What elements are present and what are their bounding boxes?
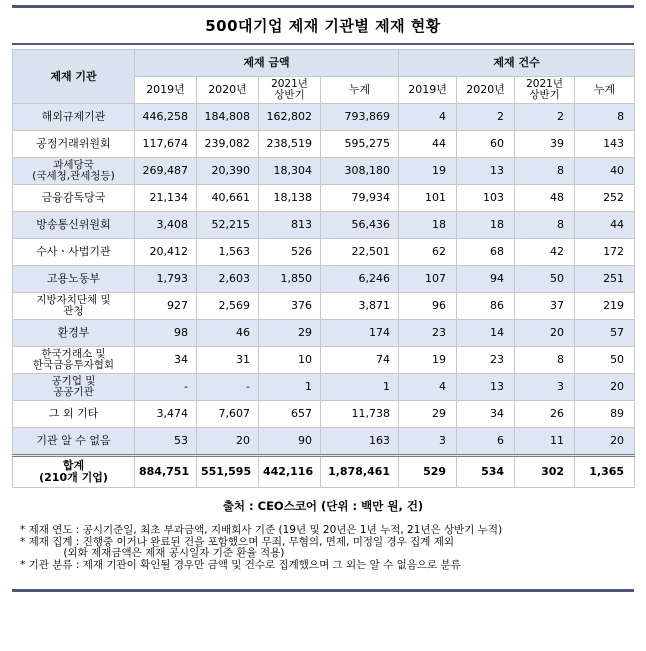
- count-cell: 8: [515, 158, 575, 185]
- count-cell: 252: [575, 185, 635, 212]
- count-cell: 20: [575, 374, 635, 401]
- amount-cell: 10: [259, 347, 321, 374]
- count-cell: 6: [457, 428, 515, 456]
- amount-cell: 18,304: [259, 158, 321, 185]
- count-cell: 44: [575, 212, 635, 239]
- agency-name: 공정거래위원회: [13, 131, 135, 158]
- source-line: 출처 : CEO스코어 (단위 : 백만 원, 건): [222, 499, 424, 513]
- amount-cell: 269,487: [135, 158, 197, 185]
- count-cell: 20: [515, 320, 575, 347]
- amount-cell: 446,258: [135, 104, 197, 131]
- table-row: [13, 104, 635, 131]
- count-cell: 48: [515, 185, 575, 212]
- amount-cell: 3,408: [135, 212, 197, 239]
- count-cell: 14: [457, 320, 515, 347]
- count-cell: 101: [399, 185, 457, 212]
- amount-cell: 21,134: [135, 185, 197, 212]
- count-cell: 219: [575, 293, 635, 320]
- total-count-cell: 302: [515, 456, 575, 488]
- header-amount-group: 제재 금액: [135, 50, 399, 77]
- amount-cell: 184,808: [197, 104, 259, 131]
- amount-cell: 11,738: [321, 401, 399, 428]
- amount-cell: -: [135, 374, 197, 401]
- amount-cell: 595,275: [321, 131, 399, 158]
- total-amount-cell: 884,751: [135, 456, 197, 488]
- count-cell: 57: [575, 320, 635, 347]
- count-cell: 3: [399, 428, 457, 456]
- amount-cell: 40,661: [197, 185, 259, 212]
- count-cell: 143: [575, 131, 635, 158]
- footnote-line: (외화 제재금액은 제재 공시일자 기준 환율 적용): [20, 547, 285, 559]
- footnotes: [20, 525, 630, 571]
- table-row: [13, 185, 635, 212]
- amount-cell: 20: [197, 428, 259, 456]
- amount-cell: 6,246: [321, 266, 399, 293]
- count-cell: 23: [457, 347, 515, 374]
- header-amount-year: 2021년 상반기: [259, 77, 321, 104]
- amount-cell: 20,412: [135, 239, 197, 266]
- table-row: [13, 293, 635, 320]
- amount-cell: 793,869: [321, 104, 399, 131]
- count-cell: 60: [457, 131, 515, 158]
- amount-cell: 79,934: [321, 185, 399, 212]
- report-frame: [12, 5, 634, 645]
- amount-cell: 34: [135, 347, 197, 374]
- agency-name: 고용노동부: [13, 266, 135, 293]
- count-cell: 19: [399, 347, 457, 374]
- count-cell: 107: [399, 266, 457, 293]
- count-cell: 20: [575, 428, 635, 456]
- amount-cell: 117,674: [135, 131, 197, 158]
- count-cell: 11: [515, 428, 575, 456]
- count-cell: 29: [399, 401, 457, 428]
- amount-cell: 163: [321, 428, 399, 456]
- table-row: [13, 347, 635, 374]
- count-cell: 3: [515, 374, 575, 401]
- table-row: [13, 374, 635, 401]
- amount-cell: 174: [321, 320, 399, 347]
- count-cell: 39: [515, 131, 575, 158]
- amount-cell: 31: [197, 347, 259, 374]
- amount-cell: 2,603: [197, 266, 259, 293]
- amount-cell: 1,793: [135, 266, 197, 293]
- header-count-year: 2020년: [457, 77, 515, 104]
- total-count-cell: 1,365: [575, 456, 635, 488]
- count-cell: 50: [515, 266, 575, 293]
- count-cell: 42: [515, 239, 575, 266]
- amount-cell: 238,519: [259, 131, 321, 158]
- amount-cell: -: [197, 374, 259, 401]
- count-cell: 172: [575, 239, 635, 266]
- count-cell: 94: [457, 266, 515, 293]
- agency-name: 환경부: [13, 320, 135, 347]
- count-cell: 2: [457, 104, 515, 131]
- count-cell: 18: [457, 212, 515, 239]
- amount-cell: 46: [197, 320, 259, 347]
- count-cell: 26: [515, 401, 575, 428]
- count-cell: 2: [515, 104, 575, 131]
- agency-name: 방송통신위원회: [13, 212, 135, 239]
- amount-cell: 7,607: [197, 401, 259, 428]
- count-cell: 50: [575, 347, 635, 374]
- count-cell: 13: [457, 374, 515, 401]
- amount-cell: 20,390: [197, 158, 259, 185]
- count-cell: 18: [399, 212, 457, 239]
- table-row: [13, 428, 635, 456]
- amount-cell: 90: [259, 428, 321, 456]
- table-row: [13, 239, 635, 266]
- agency-name: 그 외 기타: [13, 401, 135, 428]
- table-row: [13, 266, 635, 293]
- footnote-line: * 제재 연도 : 공시기준일, 최초 부과금액, 지배회사 기준 (19년 및 20년은 1년 누적, 21년은 상반기 누적): [20, 524, 503, 536]
- agency-name: 수사ㆍ사법기관: [13, 239, 135, 266]
- amount-cell: 52,215: [197, 212, 259, 239]
- total-amount-cell: 442,116: [259, 456, 321, 488]
- amount-cell: 813: [259, 212, 321, 239]
- amount-cell: 98: [135, 320, 197, 347]
- total-amount-cell: 551,595: [197, 456, 259, 488]
- amount-cell: 74: [321, 347, 399, 374]
- count-cell: 103: [457, 185, 515, 212]
- amount-cell: 22,501: [321, 239, 399, 266]
- amount-cell: 18,138: [259, 185, 321, 212]
- header-amount-year: 2020년: [197, 77, 259, 104]
- total-label: 합계 (210개 기업): [13, 456, 135, 488]
- amount-cell: 162,802: [259, 104, 321, 131]
- count-cell: 4: [399, 374, 457, 401]
- amount-cell: 308,180: [321, 158, 399, 185]
- count-cell: 34: [457, 401, 515, 428]
- total-count-cell: 529: [399, 456, 457, 488]
- count-cell: 86: [457, 293, 515, 320]
- amount-cell: 1: [259, 374, 321, 401]
- amount-cell: 1: [321, 374, 399, 401]
- amount-cell: 239,082: [197, 131, 259, 158]
- top-rule: [12, 5, 634, 8]
- table-row: [13, 320, 635, 347]
- amount-cell: 657: [259, 401, 321, 428]
- amount-cell: 526: [259, 239, 321, 266]
- agency-name: 공기업 및 공공기관: [13, 374, 135, 401]
- footnote-line: * 기관 분류 : 제재 기관이 확인될 경우만 금액 및 건수로 집계했으며 그 외는 알 수 없음으로 분류: [20, 558, 461, 571]
- count-cell: 40: [575, 158, 635, 185]
- header-agency: 제재 기관: [13, 50, 135, 104]
- amount-cell: 376: [259, 293, 321, 320]
- amount-cell: 3,474: [135, 401, 197, 428]
- count-cell: 23: [399, 320, 457, 347]
- header-count-year: 2019년: [399, 77, 457, 104]
- amount-cell: 53: [135, 428, 197, 456]
- count-cell: 8: [575, 104, 635, 131]
- amount-cell: 2,569: [197, 293, 259, 320]
- amount-cell: 927: [135, 293, 197, 320]
- table-row: [13, 158, 635, 185]
- amount-cell: 56,436: [321, 212, 399, 239]
- count-cell: 62: [399, 239, 457, 266]
- amount-cell: 1,563: [197, 239, 259, 266]
- agency-name: 과세당국 (국세청,관세청등): [13, 158, 135, 185]
- agency-name: 금융감독당국: [13, 185, 135, 212]
- total-amount-cell: 1,878,461: [321, 456, 399, 488]
- table-row: [13, 401, 635, 428]
- title-divider: [12, 43, 634, 45]
- amount-cell: 1,850: [259, 266, 321, 293]
- count-cell: 89: [575, 401, 635, 428]
- count-cell: 13: [457, 158, 515, 185]
- table-row: [13, 131, 635, 158]
- agency-name: 해외규제기관: [13, 104, 135, 131]
- agency-name: 지방자치단체 및 관청: [13, 293, 135, 320]
- bottom-rule: [12, 589, 634, 592]
- header-amount-year: 누계: [321, 77, 399, 104]
- total-row: [13, 456, 635, 488]
- count-cell: 4: [399, 104, 457, 131]
- count-cell: 37: [515, 293, 575, 320]
- page-title: 500대기업 제재 기관별 제재 현황: [205, 17, 441, 35]
- sanctions-table: [12, 49, 635, 488]
- table-row: [13, 212, 635, 239]
- header-count-year: 2021년 상반기: [515, 77, 575, 104]
- count-cell: 44: [399, 131, 457, 158]
- agency-name: 기관 알 수 없음: [13, 428, 135, 456]
- header-amount-year: 2019년: [135, 77, 197, 104]
- count-cell: 8: [515, 212, 575, 239]
- header-count-group: 제재 건수: [399, 50, 635, 77]
- amount-cell: 29: [259, 320, 321, 347]
- total-count-cell: 534: [457, 456, 515, 488]
- agency-name: 한국거래소 및 한국금융투자협회: [13, 347, 135, 374]
- count-cell: 8: [515, 347, 575, 374]
- header-count-year: 누계: [575, 77, 635, 104]
- count-cell: 96: [399, 293, 457, 320]
- count-cell: 68: [457, 239, 515, 266]
- footnote-line: * 제재 집계 : 진행중 이거나 완료된 건을 포함했으며 무죄, 무혐의, 면제, 미정일 경우 집계 제외: [20, 535, 455, 548]
- count-cell: 251: [575, 266, 635, 293]
- amount-cell: 3,871: [321, 293, 399, 320]
- count-cell: 19: [399, 158, 457, 185]
